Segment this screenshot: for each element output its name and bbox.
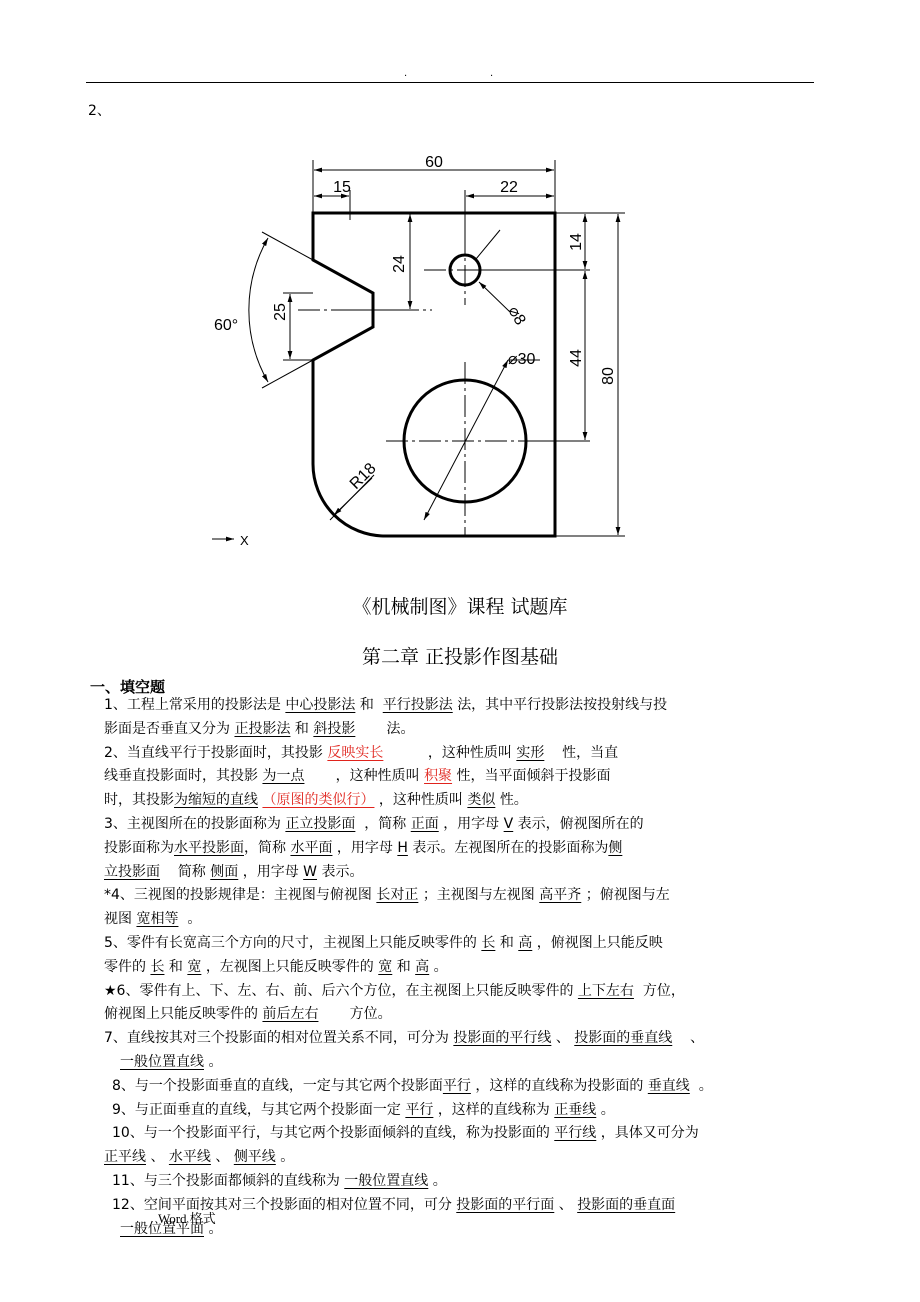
blank: 投影面的平行面 <box>456 1196 555 1213</box>
question-text: 性，当直 <box>562 744 619 761</box>
figure-label: 2、 <box>88 103 111 119</box>
blank: 上下左右 <box>577 982 634 999</box>
question-6-line-1 <box>104 980 820 1004</box>
question-text: ；主视图与左视图 <box>422 887 535 904</box>
section-heading: 一、填空题 <box>90 678 166 696</box>
question-text: 俯视图上只能反映零件的 <box>104 1006 258 1023</box>
blank: 垂直线 <box>647 1077 690 1094</box>
question-text: 、 <box>690 1030 705 1047</box>
question-text: 8、与一个投影面垂直的直线，一定与其它两个投影面 <box>112 1077 443 1094</box>
question-3-line-2 <box>104 837 820 861</box>
question-text: 线垂直投影面时，其投影 <box>104 768 258 785</box>
question-7-line-1 <box>104 1027 820 1051</box>
blank: 高平齐 <box>539 887 582 904</box>
header-dot: . <box>490 68 494 79</box>
question-text: 。 <box>187 911 202 928</box>
part-outline <box>313 213 555 536</box>
blank: 投影面的垂直面 <box>577 1196 676 1213</box>
question-10-line-2 <box>104 1146 820 1170</box>
question-4-line-1 <box>104 884 820 908</box>
blank: 平行 <box>405 1101 434 1118</box>
question-text: 和 <box>499 934 514 951</box>
question-1-line-2 <box>104 718 820 742</box>
question-text: 11、与三个投影面都倾斜的直线称为 <box>112 1172 340 1189</box>
blank: 侧平线 <box>233 1149 276 1166</box>
blank: 反映实长 <box>327 744 384 761</box>
blank: 一般位置平面 <box>120 1220 204 1237</box>
blank: 类似 <box>467 792 496 809</box>
blank: 宽 <box>187 958 202 975</box>
question-text: 和 <box>294 720 309 737</box>
blank: 侧面 <box>210 863 239 880</box>
question-text: ；俯视图与左 <box>585 887 670 904</box>
question-text: ，简称 <box>364 815 407 832</box>
question-3-line-3 <box>104 861 820 885</box>
extension-lines <box>262 160 625 536</box>
question-text: ，这种性质叫 <box>378 792 463 809</box>
question-text: 1、工程上常采用的投影法是 <box>104 697 281 713</box>
dim-phi30: ⌀30 <box>508 351 536 368</box>
question-text: 简称 <box>177 863 206 880</box>
question-4-line-2 <box>104 908 820 932</box>
blank: 前后左右 <box>262 1006 319 1023</box>
blank: 积聚 <box>424 768 453 785</box>
question-text: 影面是否垂直又分为 <box>104 720 230 737</box>
question-text: 5、零件有长宽高三个方向的尺寸，主视图上只能反映零件的 <box>104 934 477 951</box>
question-text: 12、空间平面按其对三个投影面的相对位置不同，可分 <box>112 1196 452 1213</box>
question-2-line-3 <box>104 789 820 813</box>
dim-44: 44 <box>568 349 585 367</box>
blank: （原图的类似行） <box>262 792 375 809</box>
blank: 正立投影面 <box>285 815 356 832</box>
question-text: 法，其中平行投影法按投射线与投 <box>457 697 668 713</box>
blank: 投影面的垂直线 <box>574 1030 673 1047</box>
question-text: 。 <box>432 1172 447 1189</box>
blank: 投影面的平行线 <box>453 1030 552 1047</box>
leader-phi8 <box>479 282 510 312</box>
dim-arc-60deg <box>249 238 268 382</box>
question-7-line-2 <box>104 1051 820 1075</box>
blank: W <box>303 863 318 880</box>
question-text: ，具体又可分为 <box>600 1125 699 1142</box>
technical-drawing <box>0 0 920 600</box>
question-text: 和 <box>359 697 374 713</box>
question-text: ，用字母 <box>242 863 299 880</box>
blank: 正投影法 <box>234 720 291 737</box>
question-text: ，俯视图上只能反映 <box>536 934 663 951</box>
blank: 一般位置直线 <box>344 1172 429 1189</box>
blank: 中心投影法 <box>285 697 356 713</box>
question-5-line-1 <box>104 932 820 956</box>
question-text: 、 <box>215 1149 230 1166</box>
dim-60: 60 <box>425 154 443 171</box>
dim-15: 15 <box>333 179 351 196</box>
header-dot: . <box>404 68 408 79</box>
question-11 <box>104 1170 820 1194</box>
question-text: ，简称 <box>244 839 286 856</box>
blank: V <box>503 815 514 832</box>
blank: 水平投影面 <box>174 839 244 856</box>
question-text: ，用字母 <box>443 815 500 832</box>
blank: 平行 <box>442 1077 471 1094</box>
question-text: 表示。 <box>321 863 364 880</box>
blank: 斜投影 <box>313 720 356 737</box>
question-text: ，左视图上只能反映零件的 <box>205 958 374 975</box>
question-1-line-1 <box>104 694 820 718</box>
dim-25: 25 <box>272 303 289 321</box>
blank: 平行投影法 <box>382 697 453 713</box>
question-5-line-2 <box>104 956 820 980</box>
question-text: 。 <box>280 1149 295 1166</box>
blank: 水平线 <box>168 1149 211 1166</box>
question-6-line-2 <box>104 1003 820 1027</box>
dim-80: 80 <box>600 367 617 385</box>
dim-22: 22 <box>500 179 518 196</box>
question-8 <box>104 1075 820 1099</box>
question-text: 2、当直线平行于投影面时，其投影 <box>104 744 323 761</box>
question-text: ，这样的直线称为 <box>437 1101 550 1118</box>
question-text: ，这样的直线称为投影面的 <box>475 1077 644 1094</box>
question-text: 。 <box>600 1101 615 1118</box>
question-text: ，用字母 <box>336 839 393 856</box>
dim-14: 14 <box>568 233 585 251</box>
blank: 实形 <box>516 744 545 761</box>
question-9 <box>104 1099 820 1123</box>
question-text: 3、主视图所在的投影面称为 <box>104 815 281 832</box>
chapter-title: 第二章 正投影作图基础 <box>361 646 559 668</box>
blank: 宽 <box>378 958 393 975</box>
blank: 一般位置直线 <box>120 1053 204 1070</box>
blank: 水平面 <box>290 839 333 856</box>
question-text: 、 <box>150 1149 165 1166</box>
question-text: 视图 <box>104 911 132 928</box>
blank: 立投影面 <box>104 863 160 880</box>
question-text: 10、与一个投影面平行，与其它两个投影面倾斜的直线，称为投影面的 <box>112 1125 550 1142</box>
blank: 长 <box>150 958 165 975</box>
blank: 正垂线 <box>554 1101 597 1118</box>
question-text: 性，当平面倾斜于投影面 <box>456 768 611 785</box>
question-text: 法。 <box>386 720 415 737</box>
blank: 为一点 <box>262 768 305 785</box>
question-text: 、 <box>555 1030 570 1047</box>
question-text: 7、直线按其对三个投影面的相对位置关系不同，可分为 <box>104 1030 449 1047</box>
question-text: 和 <box>396 958 411 975</box>
question-text: 方位， <box>642 982 685 999</box>
blank: H <box>397 839 408 856</box>
question-list <box>104 694 820 1241</box>
question-text: 时，其投影 <box>104 792 174 809</box>
blank: 高 <box>415 958 430 975</box>
blank: 为缩短的直线 <box>174 792 258 809</box>
course-title: 《机械制图》课程 试题库 <box>352 596 568 618</box>
question-text: 投影面称为 <box>104 839 174 856</box>
center-lines <box>298 232 548 536</box>
question-text: 表示，俯视图所在的 <box>517 815 644 832</box>
question-text: 零件的 <box>104 958 146 975</box>
dim-24: 24 <box>391 255 408 273</box>
dim-r18: R18 <box>346 460 380 493</box>
axis-x-label: X <box>240 533 249 548</box>
dim-phi8: ⌀8 <box>504 303 529 329</box>
question-2-line-1 <box>104 742 820 766</box>
footer-label: Word 格式 <box>158 1211 216 1226</box>
question-text: 。 <box>208 1053 223 1070</box>
blank: 宽相等 <box>136 911 179 928</box>
question-text: 、 <box>558 1196 573 1213</box>
question-text: 性。 <box>499 792 528 809</box>
blank: 长 <box>481 934 496 951</box>
question-2-line-2 <box>104 765 820 789</box>
blank: 高 <box>518 934 533 951</box>
question-text: 和 <box>168 958 183 975</box>
blank: 平行线 <box>554 1125 597 1142</box>
dim-angle-60: 60° <box>214 317 239 334</box>
question-text: 。 <box>698 1077 713 1094</box>
question-3-line-1 <box>104 813 820 837</box>
question-text: 表示。左视图所在的投影面称为 <box>412 839 609 856</box>
blank: 正平线 <box>104 1149 146 1166</box>
question-text: ，这种性质叫 <box>427 744 512 761</box>
blank: 长对正 <box>376 887 419 904</box>
question-text: ，这种性质叫 <box>335 768 420 785</box>
question-text: 。 <box>208 1220 223 1237</box>
question-text: *4、三视图的投影规律是：主视图与俯视图 <box>104 887 372 904</box>
question-text: 9、与正面垂直的直线，与其它两个投影面一定 <box>112 1101 401 1118</box>
question-text: 。 <box>433 958 448 975</box>
question-text: 方位。 <box>349 1006 392 1023</box>
question-text: ★6、零件有上、下、左、右、前、后六个方位，在主视图上只能反映零件的 <box>104 982 574 999</box>
leader-phi30 <box>424 360 508 520</box>
blank: 侧 <box>608 839 623 856</box>
blank: 正面 <box>410 815 439 832</box>
question-10-line-1 <box>104 1122 820 1146</box>
